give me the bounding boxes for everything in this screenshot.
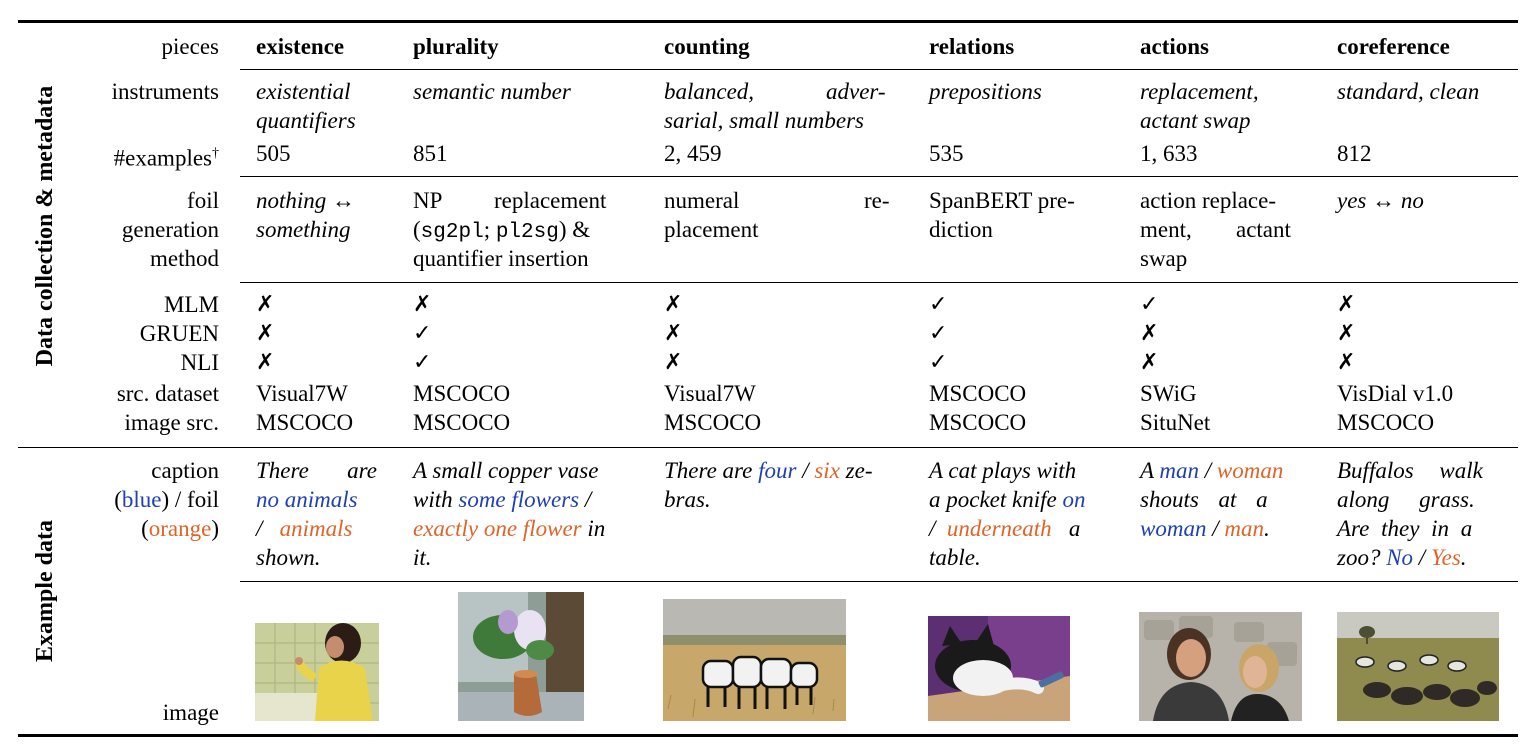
row-label-caption-orange: (orange) (141, 516, 219, 541)
section-rule (18, 447, 1518, 448)
rule-after-caption (240, 581, 1518, 582)
mlm-mark-counting: ✗ (664, 292, 683, 317)
gruen-mark-coreference: ✗ (1337, 321, 1356, 346)
nli-mark-counting: ✗ (664, 350, 683, 375)
imgsrc-relations: MSCOCO (929, 410, 1027, 435)
instruments-plurality: semantic number (413, 79, 571, 104)
code-pl2sg: pl2sg (495, 221, 559, 244)
instruments-relations: prepositions (929, 79, 1042, 104)
blue-word: blue (121, 487, 162, 512)
image-counting (663, 599, 846, 721)
foil-plurality-3: quantifier insertion (413, 246, 589, 271)
instruments-counting-2: sarial, small numbers (664, 108, 864, 133)
examples-relations: 535 (929, 141, 964, 166)
row-label-caption-blue: (blue) / foil (114, 487, 219, 512)
gruen-mark-counting: ✗ (664, 321, 683, 346)
gruen-mark-actions: ✗ (1140, 321, 1159, 346)
mlm-mark-coreference: ✗ (1337, 292, 1356, 317)
foil-plurality-2: (sg2pl; pl2sg) & (413, 217, 591, 244)
instruments-actions-2: actant swap (1140, 108, 1251, 133)
caption-actions-3: woman / man. (1140, 516, 1270, 541)
row-label-examples: #examples† (113, 145, 219, 171)
examples-plurality: 851 (413, 141, 448, 166)
header-counting: counting (664, 34, 750, 59)
gruen-mark-relations: ✓ (929, 321, 948, 346)
top-rule (18, 20, 1518, 23)
examples-actions: 1, 633 (1140, 141, 1198, 166)
gruen-mark-plurality: ✓ (413, 321, 432, 346)
foil-coreference: yes ↔ no (1337, 188, 1424, 213)
src-plurality: MSCOCO (413, 381, 511, 406)
row-label-foil-1: foil (187, 188, 219, 213)
caption-relations-2: a pocket knife on (929, 487, 1086, 512)
foil-counting-1a: numeral (664, 188, 740, 213)
mlm-mark-existence: ✗ (256, 292, 275, 317)
foil-plurality-1a: NP (413, 188, 443, 213)
header-existence: existence (256, 34, 345, 59)
row-label-instruments: instruments (111, 79, 219, 104)
caption-plurality-2: with some flowers / (413, 487, 592, 512)
nli-mark-actions: ✗ (1140, 350, 1159, 375)
row-label-foil-3: method (150, 246, 219, 271)
caption-plurality-1: A small copper vase (413, 458, 599, 483)
dagger-mark: † (212, 146, 219, 161)
examples-existence: 505 (256, 141, 291, 166)
row-label-nli: NLI (180, 350, 219, 375)
mlm-mark-actions: ✓ (1140, 292, 1159, 317)
header-rule (240, 69, 1518, 70)
caption-relations-1: A cat plays with (929, 458, 1077, 483)
header-actions: actions (1140, 34, 1209, 59)
instruments-coreference: standard, clean (1337, 79, 1480, 104)
caption-coreference-4: zoo? No / Yes. (1337, 545, 1467, 570)
image-relations (928, 616, 1070, 721)
rule-after-examples (240, 176, 1518, 177)
caption-plurality-4: it. (413, 545, 432, 570)
bottom-rule (18, 734, 1518, 737)
caption-existence-1: There are (256, 458, 377, 483)
image-plurality (458, 592, 584, 721)
orange-word: orange (148, 516, 212, 541)
instruments-actions-1: replacement, (1140, 79, 1259, 104)
image-coreference (1337, 612, 1499, 721)
row-label-image-src: image src. (124, 410, 219, 435)
code-sg2pl: sg2pl (420, 221, 484, 244)
row-label-caption: caption (151, 458, 219, 483)
imgsrc-actions: SituNet (1140, 410, 1211, 435)
examples-counting: 2, 459 (664, 141, 722, 166)
instruments-counting-1b: adver- (826, 79, 886, 104)
mlm-mark-relations: ✓ (929, 292, 948, 317)
header-coreference: coreference (1337, 34, 1450, 59)
image-existence (255, 623, 379, 721)
foil-actions-2b: actant (1236, 217, 1291, 242)
row-label-gruen: GRUEN (139, 321, 219, 346)
imgsrc-coreference: MSCOCO (1337, 410, 1435, 435)
caption-counting-1: There are four / six ze- (664, 458, 873, 483)
rule-after-foil (240, 282, 1518, 283)
foil-relations-1: SpanBERT pre- (929, 188, 1075, 213)
caption-actions-1: A man / woman (1140, 458, 1284, 483)
src-relations: MSCOCO (929, 381, 1027, 406)
row-label-src-dataset: src. dataset (116, 381, 219, 406)
imgsrc-plurality: MSCOCO (413, 410, 511, 435)
foil-counting-1b: re- (864, 188, 890, 213)
nli-mark-coreference: ✗ (1337, 350, 1356, 375)
instruments-counting-1a: balanced, (664, 79, 755, 104)
caption-counting-2: bras. (664, 487, 711, 512)
foil-existence-1: nothing ↔ (256, 188, 356, 213)
section-label-data: Data collection & metadata (32, 85, 58, 367)
image-actions (1139, 612, 1302, 721)
caption-relations-3: / underneath a (929, 516, 1081, 541)
foil-relations-2: diction (929, 217, 993, 242)
nli-mark-plurality: ✓ (413, 350, 432, 375)
row-label-foil-2: generation (121, 217, 219, 242)
foil-actions-2a: ment, (1140, 217, 1192, 242)
instruments-existence-1: existential (256, 79, 351, 104)
mlm-mark-plurality: ✗ (413, 292, 432, 317)
caption-existence-3: / animals (256, 516, 353, 541)
src-existence: Visual7W (256, 381, 348, 406)
nli-mark-relations: ✓ (929, 350, 948, 375)
foil-actions-3: swap (1140, 246, 1188, 271)
header-plurality: plurality (413, 34, 499, 59)
imgsrc-existence: MSCOCO (256, 410, 354, 435)
foil-plurality-1b: replacement (494, 188, 607, 213)
src-coreference: VisDial v1.0 (1337, 381, 1454, 406)
src-actions: SWiG (1140, 381, 1197, 406)
foil-actions-1: action replace- (1140, 188, 1276, 213)
section-label-example: Example data (32, 520, 58, 663)
caption-existence-2: no animals (256, 487, 358, 512)
caption-existence-4: shown. (256, 545, 321, 570)
caption-coreference-1: Buffalos walk (1337, 458, 1483, 483)
gruen-mark-existence: ✗ (256, 321, 275, 346)
examples-coreference: 812 (1337, 141, 1372, 166)
foil-existence-2: something (256, 217, 351, 242)
nli-mark-existence: ✗ (256, 350, 275, 375)
row-label-image: image (162, 700, 219, 725)
caption-relations-4: table. (929, 545, 981, 570)
caption-coreference-2: along grass. (1337, 487, 1475, 512)
src-counting: Visual7W (664, 381, 756, 406)
foil-counting-2: placement (664, 217, 759, 242)
caption-coreference-3: Are they in a (1337, 516, 1473, 541)
caption-plurality-3: exactly one flower in (413, 516, 606, 541)
instruments-existence-2: quantifiers (256, 108, 356, 133)
imgsrc-counting: MSCOCO (664, 410, 762, 435)
caption-actions-2: shouts at a (1140, 487, 1268, 512)
row-label-pieces: pieces (161, 34, 219, 59)
header-relations: relations (929, 34, 1015, 59)
row-label-mlm: MLM (164, 292, 219, 317)
